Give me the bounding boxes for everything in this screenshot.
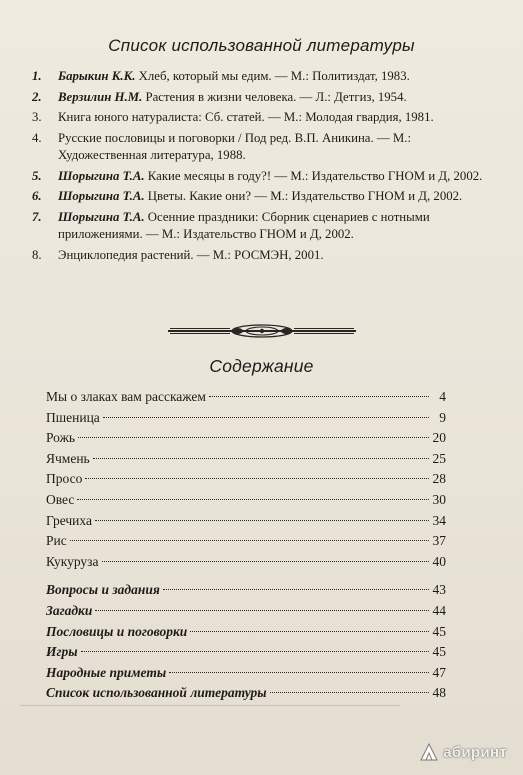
toc-entry-title: Просо xyxy=(46,471,83,487)
toc-entry-page: 45 xyxy=(432,644,446,660)
toc-entry xyxy=(46,580,446,601)
toc-entry-title: Гречиха xyxy=(46,512,92,528)
bibliography-item-number: 8. xyxy=(32,247,42,262)
toc-entry xyxy=(46,601,446,622)
bibliography-list xyxy=(30,68,498,267)
toc-entry-page: 25 xyxy=(432,450,446,466)
toc-entry xyxy=(46,469,446,490)
toc-entry xyxy=(46,683,446,704)
toc-entry-page: 34 xyxy=(432,512,446,528)
toc-entry xyxy=(46,552,446,573)
toc-entry xyxy=(46,490,446,511)
toc-entry-title: Игры xyxy=(46,644,78,660)
bibliography-item-text: Какие месяцы в году?! — М.: Издательство ГНОМ и Д, 2002. xyxy=(144,168,483,183)
page-footer-rule xyxy=(20,705,400,706)
toc-entry-page: 4 xyxy=(439,389,446,404)
toc-spacer xyxy=(46,572,446,580)
toc-dot-leader xyxy=(85,478,429,479)
bibliography-item-text: Русские пословицы и поговорки / Под ред. В.П. Аникина. — М.: Художественная литература, 1988. xyxy=(58,130,412,162)
toc-entry xyxy=(46,511,446,532)
labirint-logo-icon xyxy=(418,741,440,763)
toc-entry-title: Ячмень xyxy=(46,450,90,466)
toc-entry-title: Вопросы и задания xyxy=(46,582,160,598)
bibliography-item-number: 5. xyxy=(32,168,42,183)
toc-entry-page: 37 xyxy=(432,533,446,549)
toc-entry-page: 9 xyxy=(439,409,446,425)
bibliography-item-text: Осенние праздники: Сборник сценариев с нотными приложениями. — М.: Издательство ГНОМ и Д, 2002. xyxy=(58,209,430,241)
bibliography-item xyxy=(30,130,498,165)
bibliography-item-number: 4. xyxy=(32,130,42,145)
bibliography-item xyxy=(30,209,498,244)
bibliography-heading: Список использованной литературы xyxy=(108,36,415,55)
toc-dot-leader xyxy=(102,561,429,562)
toc-entry-title: Рис xyxy=(46,533,67,549)
bibliography-item-number: 1. xyxy=(32,69,42,83)
toc-entry-title: Пословицы и поговорки xyxy=(46,623,188,639)
toc-dot-leader xyxy=(70,540,429,541)
toc-entry-page: 30 xyxy=(432,491,446,507)
toc-dot-leader xyxy=(270,692,429,693)
toc-dot-leader xyxy=(190,631,429,632)
toc-entry xyxy=(46,408,446,429)
toc-entry xyxy=(46,387,446,408)
toc-dot-leader xyxy=(169,672,429,673)
watermark-text: абиринт xyxy=(443,743,507,761)
bibliography-item-number: 6. xyxy=(32,189,42,203)
bibliography-item xyxy=(30,89,498,107)
bibliography-item-number: 7. xyxy=(32,209,42,224)
toc-dot-leader xyxy=(95,520,429,521)
toc-entry xyxy=(46,428,446,449)
toc-dot-leader xyxy=(77,499,429,500)
bibliography-item xyxy=(30,68,498,86)
bibliography-item xyxy=(30,247,498,265)
toc-entry-title: Рожь xyxy=(46,430,76,446)
toc-dot-leader xyxy=(93,458,429,459)
labirint-watermark xyxy=(418,741,507,763)
toc-dot-leader xyxy=(95,610,429,611)
toc-entry-page: 44 xyxy=(432,602,446,618)
toc-entry xyxy=(46,449,446,470)
toc-entry-title: Мы о злаках вам расскажем xyxy=(46,389,206,404)
toc-entry-page: 28 xyxy=(432,471,446,487)
bibliography-item-text: Хлеб, который мы едим. — М.: Политиздат, 1983. xyxy=(135,69,410,83)
bibliography-item-number: 3. xyxy=(32,110,42,124)
bibliography-item-author: Барыкин К.К. xyxy=(58,69,136,83)
toc-entry-title: Овес xyxy=(46,491,75,507)
toc-entry-page: 20 xyxy=(432,430,446,446)
bibliography-item-text: Энциклопедия растений. — М.: РОСМЭН, 2001. xyxy=(58,247,324,262)
bibliography-item xyxy=(30,109,498,127)
toc-entry xyxy=(46,622,446,643)
toc-dot-leader xyxy=(163,589,429,590)
bibliography-item-author: Шорыгина Т.А. xyxy=(58,209,145,224)
toc-entry-title: Список использованной литературы xyxy=(46,685,267,701)
table-of-contents xyxy=(46,387,446,704)
toc-entry xyxy=(46,663,446,684)
toc-entry-title: Пшеница xyxy=(46,409,100,425)
toc-dot-leader xyxy=(78,437,429,438)
toc-dot-leader xyxy=(103,417,429,418)
bibliography-item xyxy=(30,188,498,206)
toc-heading: Содержание xyxy=(209,356,314,376)
bibliography-item-author: Шорыгина Т.А. xyxy=(58,189,145,203)
toc-dot-leader xyxy=(209,396,429,397)
toc-dot-leader xyxy=(81,651,429,652)
bibliography-item-text: Растения в жизни человека. — Л.: Детгиз, 1954. xyxy=(142,89,407,104)
toc-entry-page: 40 xyxy=(432,553,446,569)
bibliography-item-author: Верзилин Н.М. xyxy=(58,89,143,104)
bibliography-item-text: Цветы. Какие они? — М.: Издательство ГНОМ и Д, 2002. xyxy=(144,189,463,203)
toc-entry xyxy=(46,531,446,552)
bibliography-item-number: 2. xyxy=(32,89,42,104)
toc-entry-page: 47 xyxy=(432,664,446,680)
toc-entry-title: Загадки xyxy=(46,602,93,618)
bibliography-item-text: Книга юного натуралиста: Сб. статей. — М.: Молодая гвардия, 1981. xyxy=(58,110,434,124)
bibliography-item-author: Шорыгина Т.А. xyxy=(58,168,145,183)
toc-entry-page: 45 xyxy=(432,623,446,639)
ornament-divider-icon xyxy=(168,324,356,338)
bibliography-item xyxy=(30,168,498,186)
toc-entry xyxy=(46,642,446,663)
toc-entry-page: 43 xyxy=(432,582,446,598)
toc-entry-page: 48 xyxy=(432,685,446,701)
toc-entry-title: Народные приметы xyxy=(46,664,167,680)
toc-entry-title: Кукуруза xyxy=(46,553,99,569)
